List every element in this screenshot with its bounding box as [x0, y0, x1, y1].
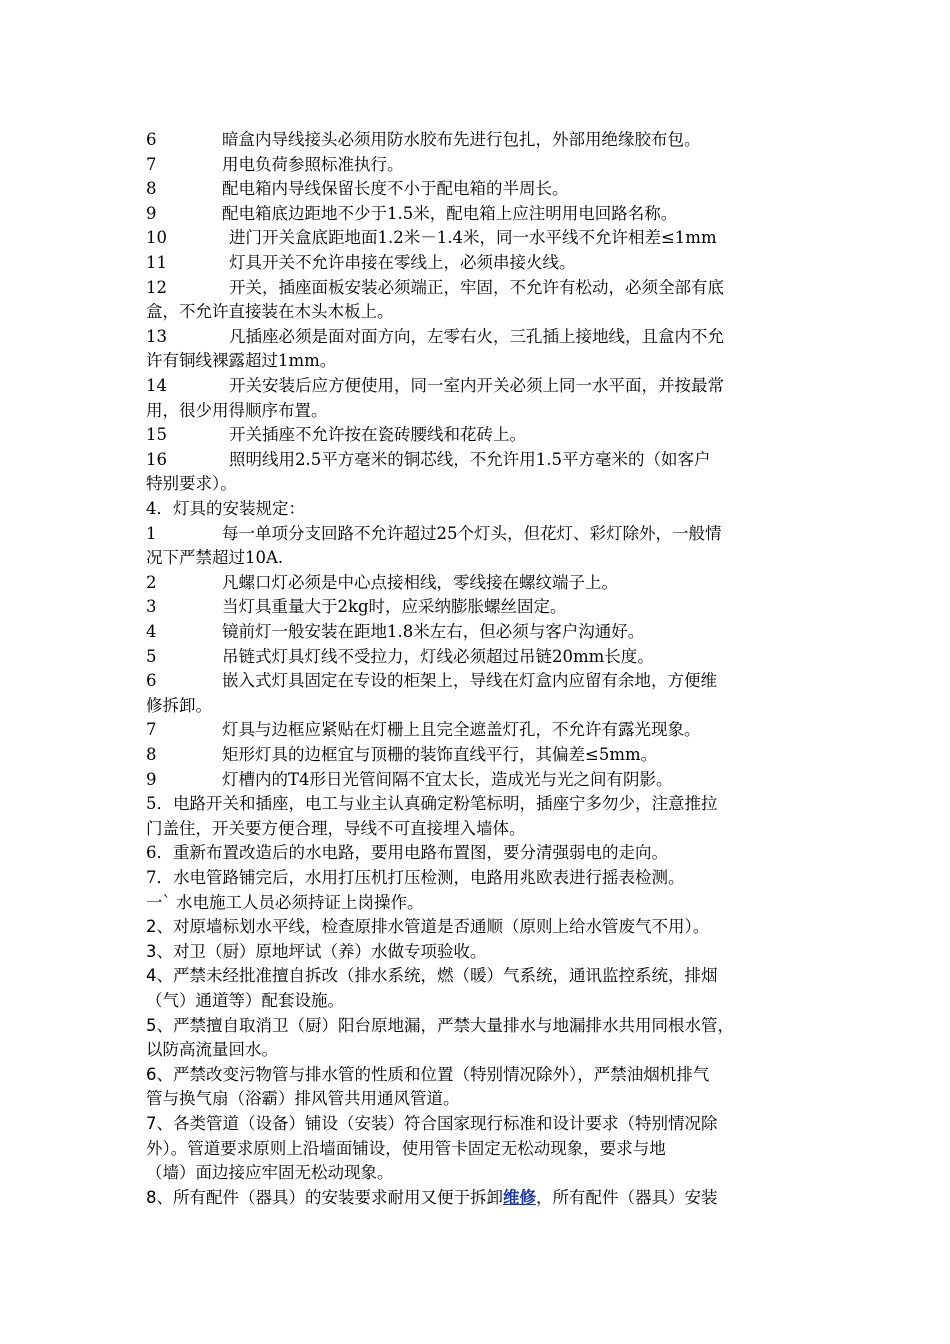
- line-text: 矩形灯具的边框宜与顶栅的装饰直线平行，其偏差≤5mm。: [222, 745, 658, 764]
- line-text: 用，很少用得顺序布置。: [146, 400, 328, 420]
- line-text: 5、严禁擅自取消卫（厨）阳台原地漏，严禁大量排水与地漏排水共用同根水管，: [146, 1015, 734, 1035]
- paragraph-line: [146, 571, 826, 595]
- paragraph-line: [146, 718, 826, 742]
- paragraph-line: [146, 645, 826, 669]
- line-text: 用电负荷参照标准执行。: [222, 154, 404, 174]
- paragraph-line: [146, 1014, 826, 1038]
- paragraph-line: [146, 915, 826, 939]
- item-number: 3: [146, 597, 157, 617]
- paragraph-line: [146, 399, 826, 423]
- line-text: 吊链式灯具灯线不受拉力，灯线必须超过吊链20mm长度。: [222, 646, 654, 666]
- line-text: 7．水电管路铺完后，水用打压机打压检测，电路用兆欧表进行摇表检测。: [146, 868, 685, 887]
- paragraph-line: [146, 153, 826, 177]
- line-text: 修拆卸。: [146, 695, 212, 715]
- item-number: 7: [146, 720, 157, 740]
- line-text-before: 8、所有配件（器具）的安装要求耐用又便于拆卸: [146, 1187, 503, 1207]
- line-text: 开关插座不允许按在瓷砖腰线和花砖上。: [229, 425, 526, 445]
- paragraph-line: [146, 989, 826, 1013]
- paragraph-line: [146, 202, 826, 226]
- paragraph-line: [146, 472, 826, 496]
- paragraph-line: [146, 866, 826, 890]
- line-text: 凡螺口灯必须是中心点接相线，零线接在螺纹端子上。: [222, 572, 618, 592]
- line-text: 7、各类管道（设备）铺设（安装）符合国家现行标准和设计要求（特别情况除: [146, 1114, 718, 1133]
- paragraph-line: [146, 891, 826, 915]
- paragraph-line: [146, 325, 826, 349]
- item-number: 1: [146, 523, 157, 543]
- line-text: （墙）面边接应牢固无松动现象。: [146, 1163, 394, 1183]
- item-number: 8: [146, 745, 157, 764]
- paragraph-line: [146, 1161, 826, 1185]
- line-text: 每一单项分支回路不允许超过25个灯头，但花灯、彩灯除外，一般情: [222, 523, 722, 543]
- paragraph-line: [146, 349, 826, 373]
- line-text: 况下严禁超过10A.: [146, 548, 284, 568]
- paragraph-line: [146, 841, 826, 865]
- item-number: 9: [146, 203, 157, 223]
- item-number: 15: [146, 425, 167, 445]
- paragraph-line: [146, 1112, 826, 1136]
- item-number: 4: [146, 622, 157, 641]
- paragraph-line: [146, 374, 826, 398]
- line-text: 6．重新布置改造后的水电路，要用电路布置图，要分清强弱电的走向。: [146, 843, 668, 863]
- item-number: 6: [146, 671, 157, 691]
- line-text: 2、对原墙标划水平线，检查原排水管道是否通顺（原则上给水管废气不用）。: [146, 917, 710, 937]
- paragraph-line: [146, 792, 826, 816]
- line-text: （气）通道等）配套设施。: [146, 991, 344, 1010]
- maintenance-link[interactable]: 维修: [503, 1187, 536, 1207]
- paragraph-line: [146, 1137, 826, 1161]
- line-text: 开关安装后应方便使用，同一室内开关必须上同一水平面，并按最常: [229, 376, 724, 395]
- line-text: 3、对卫（厨）原地坪试（养）水做专项验收。: [146, 941, 487, 961]
- paragraph-line: [146, 964, 826, 988]
- paragraph-line: [146, 817, 826, 841]
- item-number: 11: [146, 253, 167, 272]
- line-text: 灯具与边框应紧贴在灯栅上且完全遮盖灯孔，不允许有露光现象。: [222, 720, 701, 740]
- item-number: 10: [146, 228, 167, 248]
- item-number: 16: [146, 449, 167, 469]
- line-text: 镜前灯一般安装在距地1.8米左右，但必须与客户沟通好。: [222, 622, 645, 641]
- paragraph-line: [146, 1087, 826, 1111]
- line-text: 开关，插座面板安装必须端正，牢固，不允许有松动，必须全部有底: [229, 277, 724, 297]
- line-text: 灯具开关不允许串接在零线上，必须串接火线。: [229, 253, 576, 272]
- line-text: 暗盒内导线接头必须用防水胶布先进行包扎，外部用绝缘胶布包。: [222, 130, 701, 149]
- item-number: 2: [146, 572, 157, 592]
- item-number: 5: [146, 646, 157, 666]
- line-text: 4．灯具的安装规定：: [146, 499, 305, 518]
- item-number: 9: [146, 769, 157, 789]
- paragraph-line: [146, 620, 826, 644]
- paragraph-line: [146, 595, 826, 619]
- paragraph-line: [146, 423, 826, 447]
- line-text: 盒，不允许直接装在木头木板上。: [146, 302, 394, 322]
- paragraph-line: [146, 226, 826, 250]
- line-text: 许有铜线裸露超过1mm。: [146, 351, 337, 371]
- line-text: 管与换气扇（浴霸）排风管共用通风管道。: [146, 1089, 460, 1109]
- item-number: 8: [146, 179, 157, 199]
- paragraph-line: [146, 743, 826, 767]
- item-number: 14: [146, 376, 167, 395]
- paragraph-line: [146, 1063, 826, 1087]
- line-text: 5．电路开关和插座，电工与业主认真确定粉笔标明，插座宁多勿少，注意推拉: [146, 794, 718, 814]
- item-number: 12: [146, 277, 167, 297]
- paragraph-line-last: [146, 1186, 826, 1210]
- paragraph-line: [146, 497, 826, 521]
- line-text: 灯槽内的T4形日光管间隔不宜太长，造成光与光之间有阴影。: [222, 769, 673, 789]
- paragraph-line: [146, 694, 826, 718]
- paragraph-line: [146, 546, 826, 570]
- line-text: 配电箱内导线保留长度不小于配电箱的半周长。: [222, 179, 569, 199]
- paragraph-line: [146, 128, 826, 152]
- line-text: 进门开关盒底距地面1.2米－1.4米，同一水平线不允许相差≤1mm: [229, 228, 717, 248]
- line-text: 当灯具重量大于2kg时，应采纳膨胀螺丝固定。: [222, 597, 567, 617]
- line-text: 特别要求）。: [146, 474, 237, 494]
- line-text: 照明线用2.5平方毫米的铜芯线，不允许用1.5平方毫米的（如客户: [229, 449, 711, 469]
- paragraph-line: [146, 276, 826, 300]
- line-text: 4、严禁未经批准擅自拆改（排水系统，燃（暖）气系统，通讯监控系统，排烟: [146, 966, 718, 986]
- line-text: 以防高流量回水。: [146, 1040, 278, 1060]
- line-text: 外）。管道要求原则上沿墙面铺设，使用管卡固定无松动现象，要求与地: [146, 1138, 666, 1158]
- paragraph-line: [146, 1038, 826, 1062]
- paragraph-line: [146, 300, 826, 324]
- item-number: 7: [146, 154, 157, 174]
- line-text: 嵌入式灯具固定在专设的柜架上，导线在灯盒内应留有余地，方便维: [222, 671, 717, 691]
- line-text: 6、严禁改变污物管与排水管的性质和位置（特别情况除外），严禁油烟机排气: [146, 1064, 710, 1084]
- line-text: 一` 水电施工人员必须持证上岗操作。: [146, 892, 424, 912]
- line-text-after: ，所有配件（器具）安装: [536, 1187, 718, 1207]
- paragraph-line: [146, 448, 826, 472]
- paragraph-line: [146, 669, 826, 693]
- item-number: 6: [146, 130, 157, 149]
- paragraph-line: [146, 940, 826, 964]
- line-text: 凡插座必须是面对面方向，左零右火，三孔插上接地线，且盒内不允: [229, 326, 724, 346]
- paragraph-line: [146, 251, 826, 275]
- line-text: 门盖住，开关要方便合理，导线不可直接埋入墙体。: [146, 818, 526, 838]
- paragraph-line: [146, 522, 826, 546]
- item-number: 13: [146, 326, 167, 346]
- paragraph-line: [146, 177, 826, 201]
- paragraph-line: [146, 768, 826, 792]
- line-text: 配电箱底边距地不少于1.5米，配电箱上应注明用电回路名称。: [222, 203, 678, 223]
